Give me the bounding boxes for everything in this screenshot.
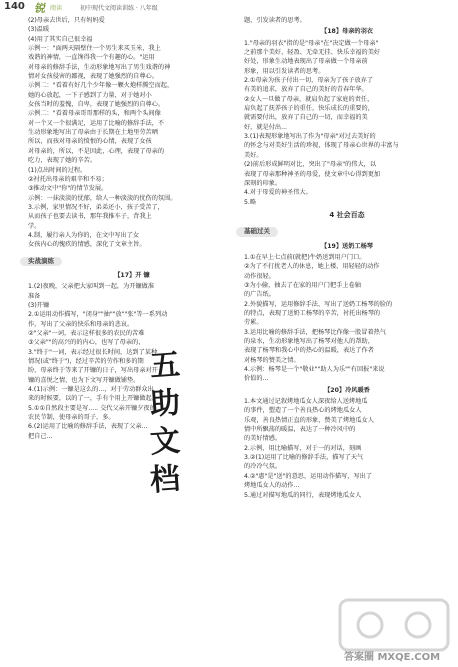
answer-line: 的美好情感。 — [244, 435, 282, 443]
answer-line: 表现了母亲那种神圣的母爱，使文章中心得到更加 — [244, 170, 381, 178]
answer-line: 女孩当时的羞愧，自卑，表现了她强烈的自尊心。 — [28, 101, 165, 109]
series-title: 初中现代文阅读训练 · 八年级 — [80, 5, 158, 12]
answer-line: (1)点出时间的过程。 — [28, 166, 87, 174]
answer-line: 2.外貌描写，运用修辞手法，写出了送奶工杨琴的脸的 — [244, 300, 393, 308]
unit-heading: 4 社会百态 — [329, 210, 365, 219]
answer-line: 来的时候要，以的了一，手有个用上开镰做起。 — [28, 395, 158, 403]
answer-line: ②"父亲"一词，表示这样很多的农民的苦难 — [28, 330, 145, 337]
answer-line: 肩负起了抚养孩子的重任，快乐成长的重要的， — [244, 105, 374, 113]
answer-line: 2.①运用动作描写，"闭身""抽""放""张"等一系列动 — [28, 311, 168, 319]
answer-line: ③推动文中"你"的情节发展。 — [28, 185, 108, 193]
answer-line: 的泉水，生动形象地写出了杨琴对他人的帮助， — [244, 338, 374, 345]
answer-line: 的广告纸。 — [244, 291, 275, 299]
right-column — [244, 16, 450, 500]
section-18-title: 【18】母亲的羽衣 — [321, 28, 373, 36]
answer-line: 有美的追求，放弃了自己的美好的青春年华。 — [244, 86, 368, 94]
answer-line: 戏谐的神情，一直馋得我一个有趣的心。"运用 — [28, 54, 155, 62]
brand-logo: 锐 — [34, 2, 45, 15]
answer-line: 6.(2)运用了比喻的修辞手法，表现了父亲... — [28, 423, 148, 431]
answer-line: 乐观，善良热情正直的形象，赞美了烤地瓜女人 — [244, 416, 374, 424]
answer-line: 盼，母亲终于等来了开镰的日子，写出母亲对开 — [28, 367, 158, 375]
answer-line: 从而孩子也要去读书，那年我推车子，背我上 — [28, 213, 152, 221]
answer-line: 就需要付出，放弃了自己的一切，而幸福的美 — [244, 114, 368, 122]
section-basic-tag: 基础过关 — [236, 227, 278, 236]
handwritten-note — [150, 346, 220, 506]
answer-line: (3)开镰 — [28, 301, 50, 309]
answer-line: 1."母亲的羽衣"指的是"母亲"在"决定做一个母亲" — [244, 39, 379, 47]
answer-line: ②女人一旦做了母亲，就肩负起了家庭的责任， — [244, 95, 374, 103]
answer-line: ③为小偷，抽去了在家的用户门把手上卷轴 — [244, 281, 361, 289]
answer-line: (4)用了其实自己很幸福 — [28, 35, 93, 43]
answer-line: 之前那个美好、轻盈、无牵无挂、快乐幸福的美好 — [244, 49, 381, 57]
answer-line: 的特点，表现了送奶工杨琴的辛苦，衬托出杨琴的 — [244, 309, 381, 317]
answer-line: (3)温暖 — [28, 26, 50, 34]
answer-line: 形象，用以引发读者的思考。 — [244, 67, 325, 75]
answer-line: ③父亲""的高兴的的内心，也写了母亲的， — [28, 339, 145, 347]
handwriting-char: 五 — [148, 347, 182, 385]
answer-line: 示例二："看着母亲哥哥那样的头，和两个头间像 — [28, 110, 161, 118]
answer-line: 的怀念与对美好生活的珍视，体现了母亲心世界的丰富与 — [244, 142, 399, 150]
answer-line: 对杨琴的赞美之情。 — [244, 356, 300, 364]
answer-line: 对一个又一个很满足，运用了比喻的修辞手法，不 — [28, 119, 165, 127]
answer-line: 镰的喜悦之情，也为下文写开镰做铺垫。 — [28, 376, 140, 384]
handwriting-char: 文 — [148, 423, 182, 461]
answer-line: 好处，形象生动地表现出了母亲做一个母亲前 — [244, 58, 368, 66]
page-number: 140 — [4, 1, 25, 12]
answer-line: 题，引发读者的思考。 — [244, 17, 306, 24]
handwriting-char: 档 — [148, 461, 182, 499]
answer-line: 把自己... — [28, 432, 53, 440]
answer-line: 生动形象地写出了母亲由于长期在土地里劳苦晒 — [28, 129, 158, 137]
answer-line: 女孩内心的愧疚的情感，深化了文章主旨。 — [28, 241, 146, 249]
answer-line: 农民节制，使母亲的哥子，多。 — [28, 414, 115, 422]
answer-line: 学。 — [28, 222, 41, 230]
answer-line: 4.(1)示例：一镰是这么的...，对于劳动群众出 — [28, 386, 154, 394]
answer-line: 4.②"惠"是"送"的意思，运用动作描写，写出了 — [244, 472, 373, 480]
answer-line: 作，写出了父亲的快乐和母亲的悲哀。 — [28, 320, 134, 328]
answer-line: (2)前后形成鲜明对比，突出了"母亲"的伟大，以 — [244, 161, 377, 169]
answer-line: (2)母亲去世后，只有妈妈爱 — [28, 17, 105, 24]
answer-line: 4.制，履行亲人为你的，在文中写出了女 — [28, 231, 140, 239]
brand-subtitle: 阅读 — [50, 5, 63, 12]
answer-line: 情中所飘荡的暖温，表达了一种冷风中的 — [244, 426, 356, 434]
answer-line: 3.运用比喻的修辞手法，把杨琴比作像一股冒着热气 — [244, 328, 387, 336]
section-17-title: 【17】开 镰 — [114, 271, 150, 279]
answer-line: 劳累。 — [244, 319, 263, 327]
answer-line: 3."终于"一词，表示经过很长时间，达到了某种 — [28, 348, 158, 356]
answer-line: 示例一："面两天隔壁住一个男生来买玉米，我上 — [28, 45, 161, 53]
answer-line: 1.①在早上七点前(就把)牛奶送到用户门口。 — [244, 253, 366, 261]
answer-line: 的事件，塑造了一个善良热心的烤地瓜女人 — [244, 407, 362, 415]
answer-line: ②衬托出母亲的艰辛和不易； — [28, 175, 108, 183]
answer-line: 美好。 — [244, 151, 263, 159]
answer-line: 动作很轻。 — [244, 272, 275, 280]
answer-line: 烤地瓜女人的动作... — [244, 482, 300, 490]
answer-line: 5.通过对描写地瓜的同行，表现烤地瓜女人 — [244, 491, 362, 499]
answer-line: 对母亲的，所以，不是因此，心理，表现了母亲的 — [28, 147, 165, 155]
handwriting-char: 助 — [148, 385, 182, 423]
answer-line: 4.对于母爱的神圣伟大。 — [244, 189, 312, 197]
section-practice-tag: 实战演练 — [20, 257, 62, 266]
answer-line: 好，就是付出... — [244, 123, 288, 131]
answer-line: 2.①母亲为孩子付出一切，母亲为了孩子放弃了 — [244, 77, 374, 85]
answer-line: 示例：一抹淡淡的忧郁，给人一种淡淡的忧伤的氛围。 — [28, 194, 177, 202]
page-header — [0, 0, 458, 16]
answer-line: 对母亲的修辞手法，生动形象地写出了男生戏谐的神 — [28, 63, 171, 71]
answer-line: 情况(或"终于")，经过辛苦的劳作和多的期 — [28, 358, 144, 366]
section-20-title: 【20】冷风暖香 — [324, 386, 370, 394]
watermark-text: 答案圈 MXQE.COM — [344, 652, 441, 663]
answer-line: 1.(2)夜晚，父亲把大家叫到一起，为开镰做准 — [28, 283, 155, 291]
answer-line: 3.示例，家里情况不好，弟弟还小，孩子受苦了， — [28, 203, 164, 211]
answer-line: 2.示例，用比喻描写，对于一的对话，刻画 — [244, 444, 362, 452]
answer-line: 所以，而孩对母亲的愤恨的心情，表现了女孩 — [28, 138, 152, 146]
answer-line: 4.示例：杨琴是一个"敬业""助人为乐""有回报"来说 — [244, 366, 385, 374]
answer-line: 3.②(1)运用了比喻的修辞手法，描写了天气 — [244, 454, 364, 462]
answer-line: 情对女孩侵害的鄙视，表现了她强烈的自尊心。 — [28, 73, 158, 81]
answer-line: 表现了杨琴和我心中的热心的温暖，表达了作者 — [244, 347, 374, 355]
answer-line: 1.本文通过记叙烤地瓜女人深夜给人送烤地瓜 — [244, 398, 368, 406]
answer-line: 示例二："看着有好几个少年像一颗火炮样腾空而起， — [28, 82, 174, 90]
answer-line: 5.略 — [244, 198, 257, 206]
answer-line: 准备 — [28, 292, 41, 300]
answer-line: 深刻的印象。 — [244, 179, 282, 187]
answer-line: 3.(1)表现形象地写出了作为"母亲"对过去美好的 — [244, 133, 376, 141]
answer-line: 5.①①自然段主要是写..... 交代父亲开镰夕夜的 — [28, 404, 156, 412]
answer-line: 价值的... — [244, 375, 269, 383]
answer-line: 吃力，表现了她的辛苦。 — [28, 157, 97, 165]
section-19-title: 【19】送奶工杨琴 — [321, 242, 373, 250]
answer-line: ②为了不打扰老人的休息，她上楼，用轻轻的动作 — [244, 263, 380, 271]
answer-line: 的冷冷气氛。 — [244, 463, 282, 471]
answer-line: 她的心放起，一下子感到了力量，对于她对小 — [28, 91, 152, 99]
